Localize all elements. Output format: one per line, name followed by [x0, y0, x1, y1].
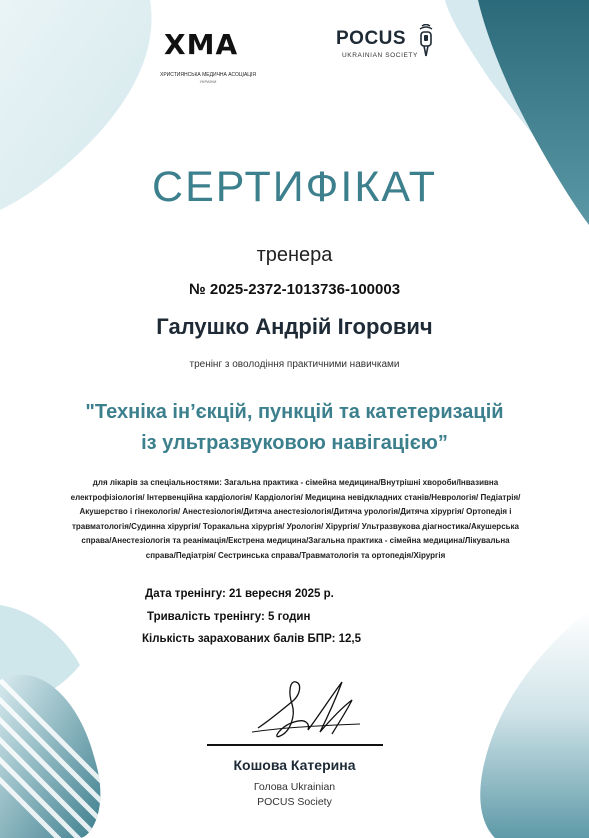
- signer-name: Кошова Катерина: [233, 757, 356, 773]
- handwritten-signature: [250, 670, 370, 750]
- signer-role-line-2: POCUS Society: [257, 796, 332, 808]
- training-date: Дата тренінгу: 21 вересня 2025 р.: [145, 588, 334, 600]
- certificate-title: СЕРТИФІКАТ: [152, 163, 437, 211]
- pocus-wordmark: POCUS: [336, 28, 407, 49]
- xma-logo-subtitle: ХРИСТИЯНСЬКА МЕДИЧНА АСОЦІАЦІЯ: [160, 72, 256, 78]
- training-duration: Тривалість тренінгу: 5 годин: [147, 611, 311, 623]
- xma-logo-mark: ХМА: [164, 28, 239, 61]
- pocus-logo-subtitle: UKRAINIAN SOCIETY: [342, 52, 418, 59]
- cpd-points: Кількість зарахованих балів БПР: 12,5: [142, 633, 361, 645]
- ultrasound-probe-icon: [417, 24, 435, 58]
- pocus-logo: [336, 28, 446, 68]
- signature-line: [207, 744, 383, 746]
- course-title-line-2: із ультразвуковою навігацією”: [141, 432, 448, 454]
- signer-role-line-1: Голова Ukrainian: [253, 781, 336, 793]
- xma-logo-subtitle-small: УКРАЇНИ: [199, 79, 217, 84]
- certificate-role: тренера: [256, 244, 333, 266]
- xma-logo: [158, 26, 258, 96]
- course-title-line-1: "Техніка ін’єкцій, пункцій та катетеризацій: [85, 401, 504, 423]
- course-title: [0, 397, 589, 459]
- certificate-number: № 2025-2372-1013736-100003: [188, 281, 401, 298]
- specialties-list: для лікарів за спеціальностями: Загальна практика - сімейна медицина/Внутрішні хвороби/Інвазивна електрофізіологія/ Інтервенційна кардіологія/ Кардіологія/ Медицина невідкладних станів/Неврологія/ Педіатрія/Акушерство і гінекологія/ Анестезіологія/Дитяча анестезіологія/Дитяча урологія/Дитяча хірургія/ Ортопедія і травматологія/Судинна хірургія/ Торакальна хірургія/ Урологія/ Хірургія/ Ультразвукова діагностика/Акушерська справа/Анестезіологія та реанімація/Екстрена медицина/Загальна практика - сімейна медицина/Лікувальна справа/Педіатрія/ Сестринська справа/Травматологія та ортопедія/Хірургія: [70, 478, 521, 560]
- recipient-name: Галушко Андрій Ігорович: [156, 314, 433, 339]
- training-intro: тренінг з оволодіння практичними навичками: [189, 359, 400, 370]
